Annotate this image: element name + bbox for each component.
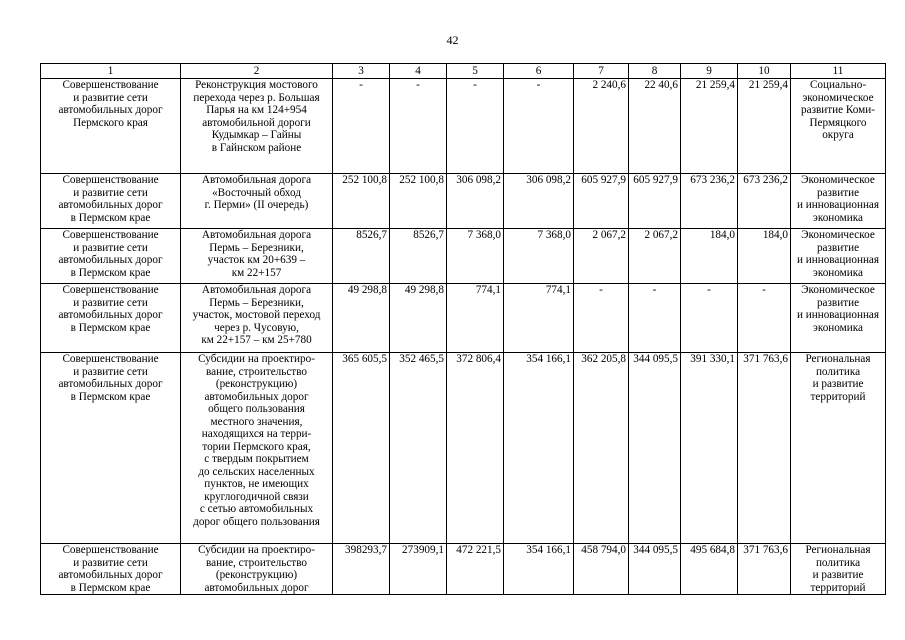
object-cell-line: Пермь – Березники, <box>209 296 304 309</box>
value-cell: 371 763,6 <box>738 544 791 595</box>
goal-cell-line: Пермяцкого <box>809 116 867 129</box>
goal-cell-line: развитие <box>816 296 860 309</box>
goal-cell-line: Экономическое <box>801 284 875 296</box>
object-cell-line: участок, мостовой переход <box>192 309 321 321</box>
goal-cell-line: экономика <box>813 266 863 279</box>
value-cell: 362 205,8 <box>574 353 629 544</box>
column-number-row <box>41 64 886 79</box>
program-cell-line: автомобильных дорог <box>58 569 163 581</box>
object-cell-line: общего пользования <box>208 403 305 415</box>
program-cell-line: автомобильных дорог <box>58 254 163 266</box>
object-cell-line: «Восточный обход <box>212 186 301 199</box>
goal-cell-line: и инновационная <box>796 309 880 321</box>
value-cell: 458 794,0 <box>574 544 629 595</box>
program-cell-line: и развитие сети <box>73 365 148 378</box>
object-cell-line: участок км 20+639 – <box>207 254 306 266</box>
value-cell: 2 067,2 <box>574 229 629 284</box>
goal-cell-line: Экономическое <box>801 229 875 241</box>
value-cell: 22 40,6 <box>629 79 681 174</box>
value-cell: - <box>390 79 447 174</box>
value-cell: 2 067,2 <box>629 229 681 284</box>
value-cell: 673 236,2 <box>738 174 791 229</box>
value-cell: 7 368,0 <box>504 229 574 284</box>
column-header: 3 <box>333 64 390 79</box>
object-cell <box>181 544 333 595</box>
value-cell: - <box>574 284 629 353</box>
program-cell-line: и развитие сети <box>73 556 148 569</box>
value-cell: 495 684,8 <box>681 544 738 595</box>
goal-cell-line: и инновационная <box>796 199 880 211</box>
goal-cell <box>791 229 886 284</box>
value-cell: 49 298,8 <box>333 284 390 353</box>
object-cell-line: пунктов, не имеющих <box>204 478 309 490</box>
column-header: 8 <box>629 64 681 79</box>
object-cell-line: с сетью автомобильных <box>199 503 314 515</box>
goal-cell-line: и развитие <box>812 378 864 390</box>
value-cell: 371 763,6 <box>738 353 791 544</box>
object-cell-line: км 22+157 – км 25+780 <box>201 334 312 346</box>
column-header: 5 <box>447 64 504 79</box>
column-header: 9 <box>681 64 738 79</box>
column-header: 2 <box>181 64 333 79</box>
goal-cell-line: Региональная <box>805 353 871 365</box>
goal-cell-line: округа <box>822 129 854 141</box>
program-cell-line: Совершенствование <box>62 284 159 296</box>
value-cell: 49 298,8 <box>390 284 447 353</box>
value-cell: 354 166,1 <box>504 353 574 544</box>
column-header: 11 <box>791 64 886 79</box>
value-cell: 252 100,8 <box>333 174 390 229</box>
program-cell <box>41 174 181 229</box>
goal-cell-line: экономика <box>813 211 863 224</box>
object-cell-line: км 22+157 <box>231 266 282 279</box>
value-cell: 273909,1 <box>390 544 447 595</box>
value-cell: 21 259,4 <box>681 79 738 174</box>
program-cell-line: автомобильных дорог <box>58 309 163 321</box>
column-header: 7 <box>574 64 629 79</box>
program-cell-line: Совершенствование <box>62 353 159 365</box>
program-cell-line: в Пермском крае <box>70 390 151 403</box>
program-cell <box>41 544 181 595</box>
object-cell-line: Пермь – Березники, <box>209 241 304 254</box>
program-cell <box>41 284 181 353</box>
value-cell: 365 605,5 <box>333 353 390 544</box>
value-cell: - <box>629 284 681 353</box>
page-number: 42 <box>446 33 459 47</box>
value-cell: 605 927,9 <box>629 174 681 229</box>
goal-cell-line: и инновационная <box>796 254 880 266</box>
table-body <box>41 64 886 595</box>
value-cell: - <box>504 79 574 174</box>
column-header: 1 <box>41 64 181 79</box>
goal-cell-line: территорий <box>810 390 866 403</box>
program-cell-line: в Пермском крае <box>70 321 151 334</box>
object-cell-line: Автомобильная дорога <box>201 284 312 296</box>
value-cell: 605 927,9 <box>574 174 629 229</box>
table-row <box>41 79 886 174</box>
object-cell-line: с твердым покрытием <box>204 453 309 465</box>
object-cell-line: Кудымкар – Гайны <box>211 129 302 141</box>
object-cell-line: Субсидии на проектиро- <box>198 353 315 365</box>
value-cell: 398293,7 <box>333 544 390 595</box>
object-cell-line: тории Пермского края, <box>202 440 311 453</box>
program-cell-line: Совершенствование <box>62 544 159 556</box>
object-cell <box>181 284 333 353</box>
goal-cell-line: и развитие <box>812 569 864 581</box>
object-cell-line: (реконструкцию) <box>215 569 298 581</box>
value-cell: 8526,7 <box>333 229 390 284</box>
object-cell-line: находящихся на терри- <box>201 428 312 440</box>
program-cell-line: Совершенствование <box>62 174 159 186</box>
object-cell-line: круглогодичной связи <box>204 490 309 503</box>
object-cell-line: автомобильных дорог <box>204 390 309 403</box>
object-cell <box>181 229 333 284</box>
program-cell-line: в Пермском крае <box>70 581 151 594</box>
value-cell: 472 221,5 <box>447 544 504 595</box>
goal-cell-line: Социально- <box>809 79 867 91</box>
goal-cell-line: политика <box>815 556 861 569</box>
object-cell-line: автомобильной дороги <box>202 116 311 129</box>
column-header: 6 <box>504 64 574 79</box>
value-cell: - <box>447 79 504 174</box>
program-cell-line: и развитие сети <box>73 241 148 254</box>
goal-cell <box>791 79 886 174</box>
object-cell-line: перехода через р. Большая <box>193 91 320 104</box>
program-cell-line: автомобильных дорог <box>58 199 163 211</box>
object-cell-line: вание, строительство <box>206 365 307 378</box>
object-cell-line: автомобильных дорог <box>204 581 309 594</box>
value-cell: 7 368,0 <box>447 229 504 284</box>
program-cell-line: и развитие сети <box>73 296 148 309</box>
goal-cell-line: Экономическое <box>801 174 875 186</box>
value-cell: 252 100,8 <box>390 174 447 229</box>
goal-cell-line: территорий <box>810 581 866 594</box>
value-cell: 306 098,2 <box>447 174 504 229</box>
value-cell: 372 806,4 <box>447 353 504 544</box>
object-cell-line: до сельских населенных <box>198 465 315 478</box>
program-cell-line: в Пермском крае <box>70 266 151 279</box>
object-cell <box>181 79 333 174</box>
value-cell: 344 095,5 <box>629 353 681 544</box>
object-cell <box>181 353 333 544</box>
program-cell <box>41 229 181 284</box>
goal-cell-line: политика <box>815 365 861 378</box>
object-cell-line: г. Перми» (II очередь) <box>204 199 309 211</box>
goal-cell <box>791 284 886 353</box>
value-cell: 774,1 <box>447 284 504 353</box>
value-cell: 673 236,2 <box>681 174 738 229</box>
program-cell-line: Пермского края <box>73 116 148 129</box>
object-cell-line: Реконструкция мостового <box>195 79 318 91</box>
program-cell-line: Совершенствование <box>62 229 159 241</box>
column-header: 4 <box>390 64 447 79</box>
value-cell: 354 166,1 <box>504 544 574 595</box>
program-cell-line: и развитие сети <box>73 91 148 104</box>
program-cell <box>41 79 181 174</box>
object-cell-line: (реконструкцию) <box>215 378 298 390</box>
value-cell: 352 465,5 <box>390 353 447 544</box>
table-row <box>41 544 886 595</box>
value-cell: - <box>738 284 791 353</box>
object-cell-line: вание, строительство <box>206 556 307 569</box>
object-cell-line: через р. Чусовую, <box>214 321 299 334</box>
object-cell-line: Парья на км 124+954 <box>206 104 307 116</box>
program-cell-line: Совершенствование <box>62 79 159 91</box>
program-cell-line: в Пермском крае <box>70 211 151 224</box>
program-cell-line: и развитие сети <box>73 186 148 199</box>
value-cell: 306 098,2 <box>504 174 574 229</box>
goal-cell <box>791 544 886 595</box>
goal-cell-line: развитие Коми- <box>801 104 875 116</box>
table-row <box>41 353 886 544</box>
column-header: 10 <box>738 64 791 79</box>
object-cell-line: дорог общего пользования <box>193 515 320 528</box>
goal-cell-line: развитие <box>816 241 860 254</box>
object-cell <box>181 174 333 229</box>
goal-cell <box>791 174 886 229</box>
goal-cell-line: развитие <box>816 186 860 199</box>
table-row <box>41 229 886 284</box>
value-cell: 774,1 <box>504 284 574 353</box>
value-cell: 21 259,4 <box>738 79 791 174</box>
value-cell: 2 240,6 <box>574 79 629 174</box>
goal-cell <box>791 353 886 544</box>
goal-cell-line: Региональная <box>805 544 871 556</box>
program-cell-line: автомобильных дорог <box>58 104 163 116</box>
table-row <box>41 174 886 229</box>
table-row <box>41 284 886 353</box>
value-cell: 391 330,1 <box>681 353 738 544</box>
object-cell-line: местного значения, <box>210 415 303 428</box>
goal-cell-line: экономическое <box>802 91 874 104</box>
goal-cell-line: экономика <box>813 321 863 334</box>
value-cell: 184,0 <box>681 229 738 284</box>
program-cell <box>41 353 181 544</box>
budget-table <box>40 63 886 595</box>
value-cell: - <box>681 284 738 353</box>
value-cell: 8526,7 <box>390 229 447 284</box>
object-cell-line: в Гайнском районе <box>211 141 302 154</box>
value-cell: 184,0 <box>738 229 791 284</box>
program-cell-line: автомобильных дорог <box>58 378 163 390</box>
object-cell-line: Автомобильная дорога <box>201 174 312 186</box>
object-cell-line: Субсидии на проектиро- <box>198 544 315 556</box>
value-cell: 344 095,5 <box>629 544 681 595</box>
object-cell-line: Автомобильная дорога <box>201 229 312 241</box>
value-cell: - <box>333 79 390 174</box>
